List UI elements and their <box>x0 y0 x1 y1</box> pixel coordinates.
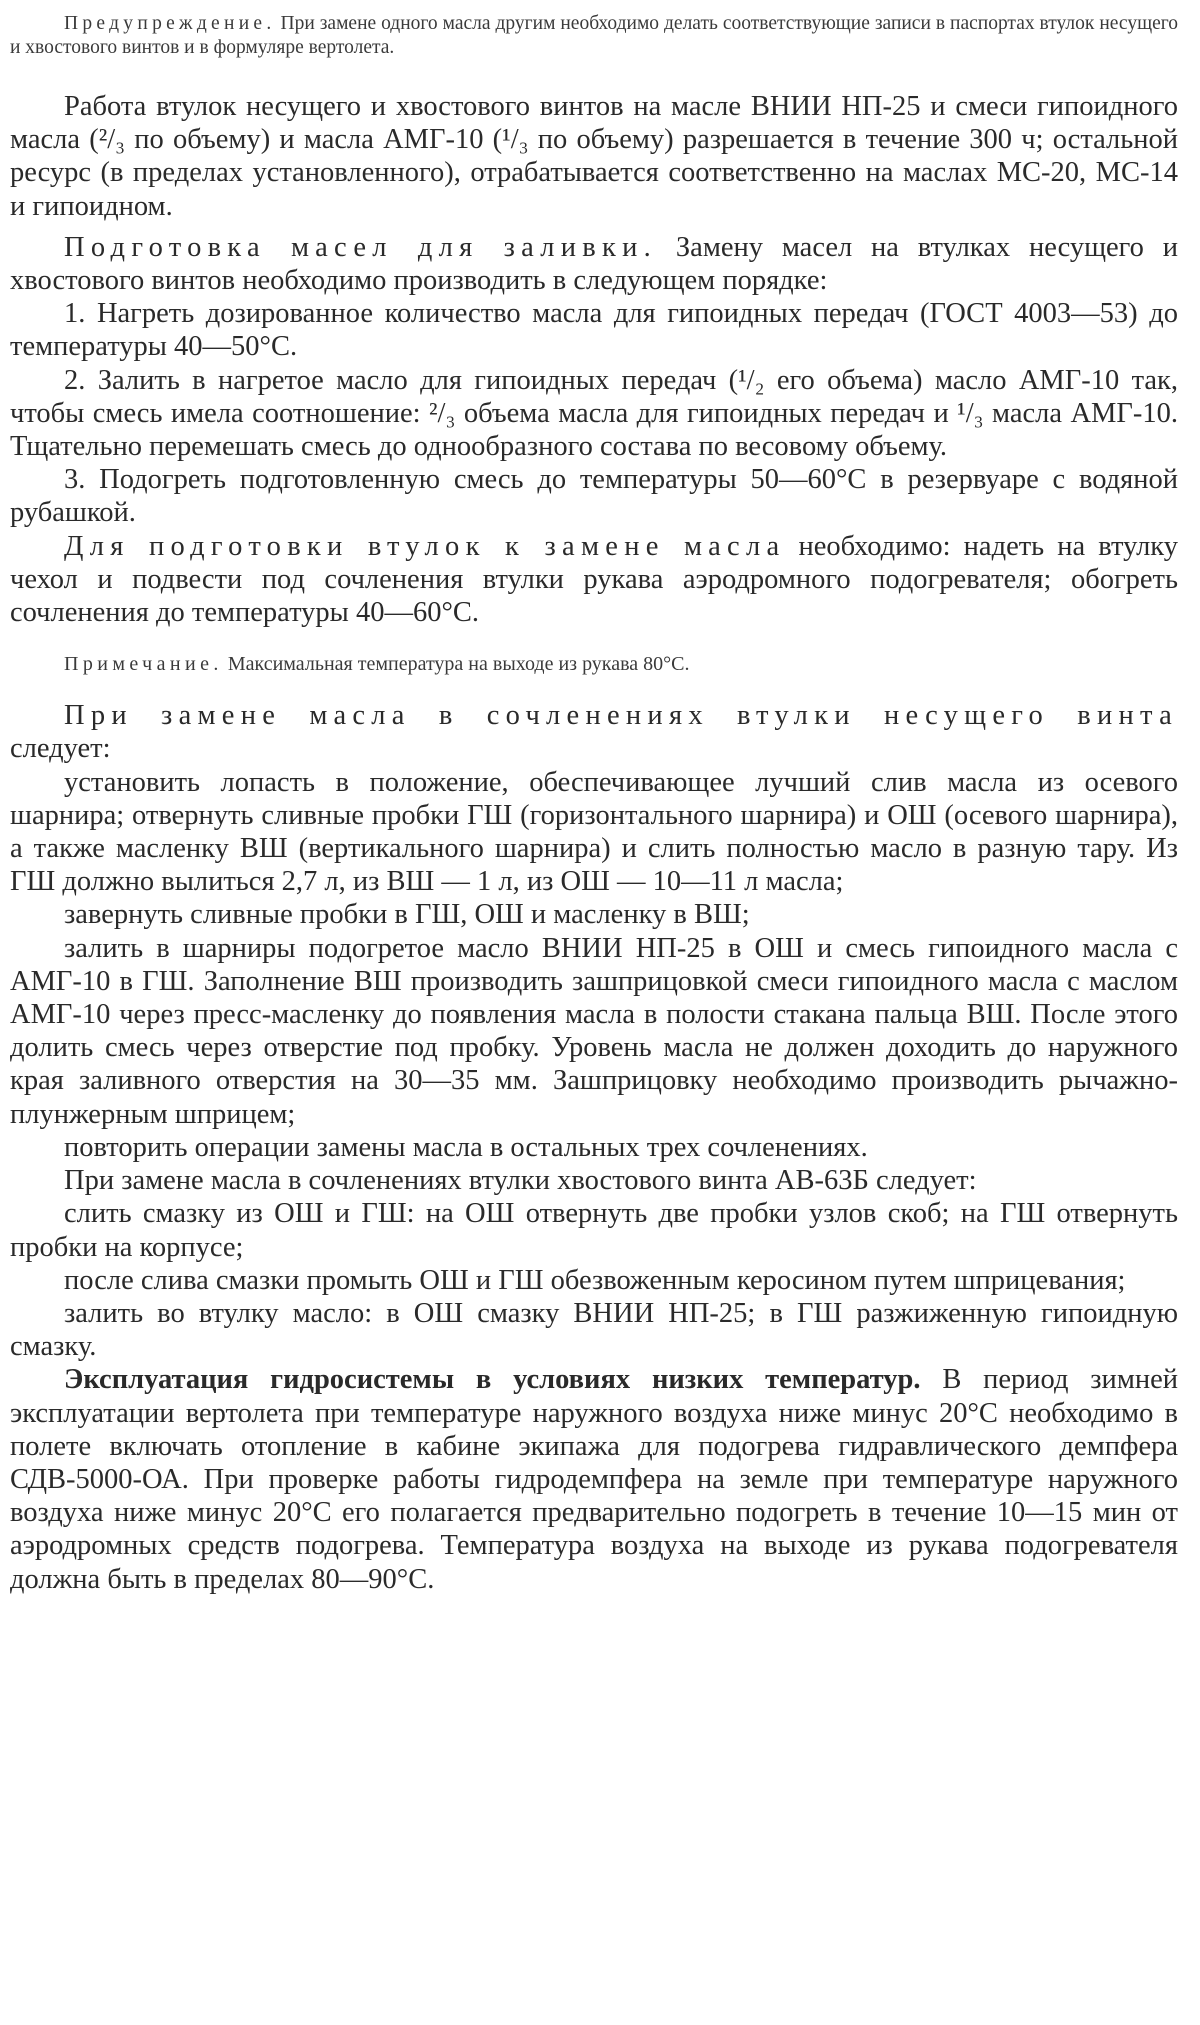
hydraulics-text: В период зимней эксплуатации вертолета при температуре наружного воздуха ниже минус 20°С необходимо в полете включать отопление в кабине экипажа для подогрева гидравлического демпфера СДВ-5000-ОА. При проверке работы гидродемпфера на земле при температуре наружного воздуха ниже минус 20°С его полагается предварительно подогреть в течение 10—15 мин от аэродромных средств подогрева. Температура воздуха на выходе из рукава подогревателя должна быть в пределах 80—90°С. <box>10 1364 1179 1595</box>
main-rotor-heading: При замене масла в сочленениях втулки несущего винта <box>64 700 1178 732</box>
note-paragraph <box>10 651 1178 677</box>
main-rotor-item-3: залить в шарниры подогретое масло ВНИИ НП-25 в ОШ и смесь гипоидного масла с АМГ-10 в ГШ. Заполнение ВШ производить зашприцовкой смеси гипоидного масла с маслом АМГ-10 через пресс-масленку до появления масла в полости стакана пальца ВШ. После этого долить смесь через отверстие под пробку. Уровень масла не должен доходить до наружного края заливного отверстия на 30—35 мм. Зашприцовку необходимо производить рычажно-плунжерным шприцем; <box>10 932 1178 1130</box>
main-rotor-text: следует: <box>10 733 111 765</box>
warning-heading: Предупреждение. <box>64 13 276 34</box>
tail-rotor-item-2: после слива смазки промыть ОШ и ГШ обезвоженным керосином путем шприцевания; <box>64 1264 1126 1296</box>
main-rotor-paragraph <box>10 699 1178 765</box>
warning-paragraph <box>10 12 1178 60</box>
note-heading: Примечание. <box>64 653 223 676</box>
main-rotor-item-4: повторить операции замены масла в остальных трех сочленениях. <box>64 1131 868 1163</box>
bushing-prep-text: необходимо: надеть на втулку чехол и подвести под сочленения втулки рукава аэродромного подогревателя; обогреть сочленения до температуры 40—60°С. <box>10 530 1179 629</box>
prep-paragraph <box>10 231 1178 297</box>
step-1: 1. Нагреть дозированное количество масла для гипоидных передач (ГОСТ 4003—53) до температуры 40—50°С. <box>10 298 1178 363</box>
hydraulics-heading: Эксплуатация гидросистемы в условиях низких температур. <box>64 1364 921 1396</box>
tail-rotor-intro: При замене масла в сочленениях втулки хвостового винта АВ-63Б следует: <box>64 1165 977 1197</box>
hydraulics-paragraph <box>10 1363 1178 1595</box>
step-2: 2. Залить в нагретое масло для гипоидных передач (¹/₂ его объема) масло АМГ-10 так, чтобы смесь имела соотношение: ²/₃ объема масла для гипоидных передач и ¹/₃ масла АМГ-10. Тщательно перемешать смесь до однообразного состава по весовому объему. <box>10 364 1178 463</box>
note-text: Максимальная температура на выходе из рукава 80°С. <box>227 653 690 676</box>
main-rotor-item-1: установить лопасть в положение, обеспечивающее лучший слив масла из осевого шарнира; отвернуть сливные пробки ГШ (горизонтального шарнира) и ОШ (осевого шарнира), а также масленку ВШ (вертикального шарнира) и слить полностью масло в разную тару. Из ГШ должно вылиться 2,7 л, из ВШ — 1 л, из ОШ — 10—11 л масла; <box>10 766 1178 898</box>
bushing-prep-heading: Для подготовки втулок к замене масла <box>64 530 786 562</box>
work-paragraph: Работа втулок несущего и хвостового винтов на масле ВНИИ НП-25 и смеси гипоидного масла (²/₃ по объему) и масла АМГ-10 (¹/₃ по объему) разрешается в течение 300 ч; остальной ресурс (в пределах установленного), отрабатывается соответственно на маслах МС-20, МС-14 и гипоидном. <box>10 91 1178 222</box>
bushing-prep-paragraph <box>10 530 1178 630</box>
prep-heading: Подготовка масел для заливки. <box>64 231 658 263</box>
prep-text: Замену масел на втулках несущего и хвостового винтов необходимо производить в следующем порядке: <box>10 231 1178 297</box>
step-3: 3. Подогреть подготовленную смесь до температуры 50—60°С в резервуаре с водяной рубашкой. <box>10 464 1178 529</box>
tail-rotor-item-3: залить во втулку масло: в ОШ смазку ВНИИ НП-25; в ГШ разжиженную гипоидную смазку. <box>10 1297 1178 1363</box>
warning-text: При замене одного масла другим необходимо делать соответствующие записи в паспортах втулок несущего и хвостового винтов и в формуляре вертолета. <box>10 13 1178 58</box>
tail-rotor-item-1: слить смазку из ОШ и ГШ: на ОШ отвернуть две пробки узлов скоб; на ГШ отвернуть пробки на корпусе; <box>10 1198 1178 1263</box>
main-rotor-item-2: завернуть сливные пробки в ГШ, ОШ и масленку в ВШ; <box>64 899 750 931</box>
